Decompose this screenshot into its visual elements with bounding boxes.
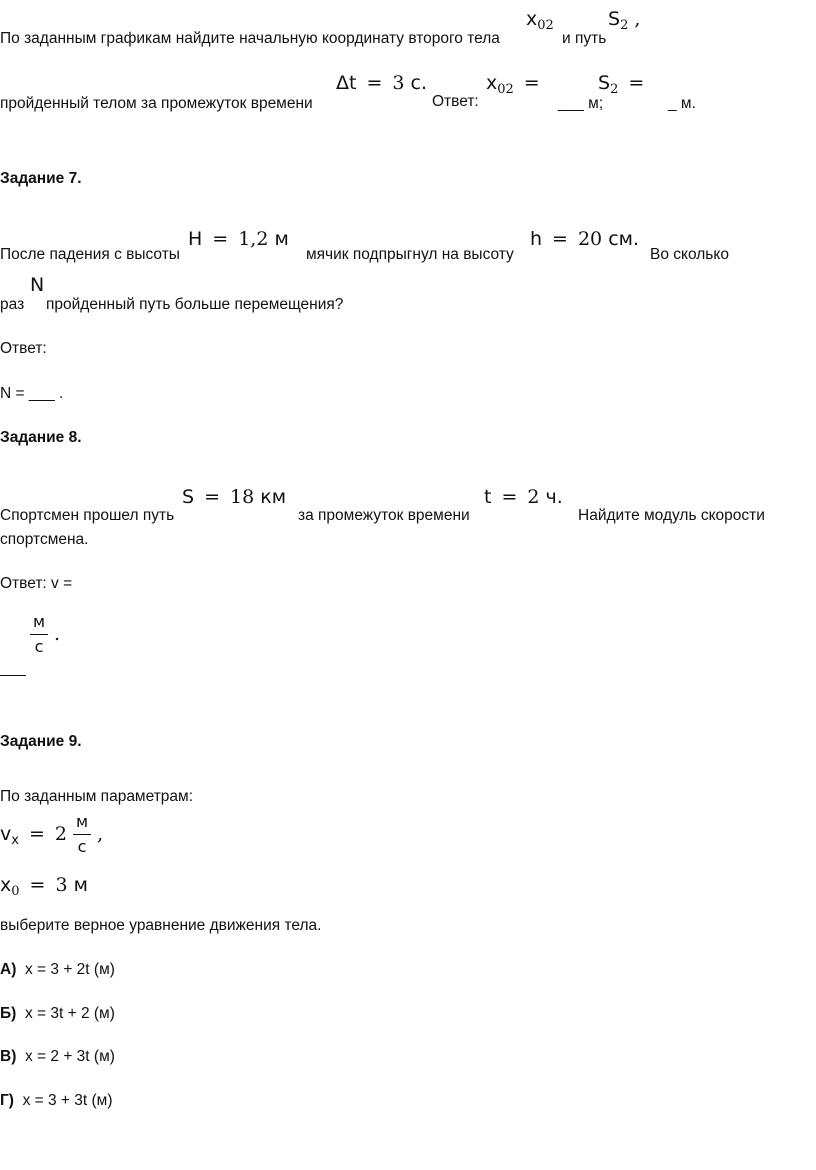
task8-text-1: Спортсмен прошел путь	[0, 507, 175, 524]
task8-text-4: спортсмена.	[0, 531, 89, 548]
task7-text-3: Во сколько	[650, 246, 729, 263]
formula-s2-eq: $S_2$ =	[598, 72, 645, 97]
option-letter: А)	[0, 961, 17, 978]
formula-x0: $x_0 = 3$ м	[0, 874, 88, 899]
formula-s2: $S_2$ ,	[608, 8, 641, 33]
formula-H: H = 1,2 м	[188, 228, 289, 250]
task9-intro: По заданным параметрам:	[0, 788, 194, 805]
intro-line-1: По заданным графикам найдите начальную координату второго тела	[0, 30, 500, 47]
formula-x02-eq: $x_{02}$ =	[486, 72, 540, 97]
task7-text-4: раз	[0, 296, 25, 313]
task8-text-3: Найдите модуль скорости	[578, 507, 765, 524]
task7-answer-label: Ответ:	[0, 340, 47, 357]
formula-h: h = 20 см.	[530, 228, 640, 250]
option-text: x = 3 + 3t (м)	[22, 1092, 113, 1109]
task7-text-5: пройденный путь больше перемещения?	[46, 296, 344, 313]
option-text: x = 3t + 2 (м)	[24, 1005, 115, 1022]
option-letter: Г)	[0, 1092, 14, 1109]
intro-blank-m: ___ м;	[558, 95, 604, 112]
formula-N: N	[30, 274, 45, 296]
option-a	[0, 961, 115, 979]
intro-and-path: и путь	[562, 30, 607, 47]
option-letter: Б)	[0, 1005, 17, 1022]
formula-unit-ms: $\frac{м}{с}$ .	[30, 612, 60, 657]
task7-text-1: После падения с высоты	[0, 246, 180, 263]
formula-t: t = 2 ч.	[484, 486, 563, 508]
formula-S: S = 18 км	[182, 486, 287, 508]
task9-title: Задание 9.	[0, 733, 82, 750]
task8-title: Задание 8.	[0, 429, 82, 446]
task8-answer-blank: ___	[0, 660, 26, 677]
option-b	[0, 1005, 115, 1023]
option-d	[0, 1092, 113, 1110]
task7-title: Задание 7.	[0, 170, 82, 187]
task7-answer: N = ___ .	[0, 385, 64, 402]
intro-line-2: пройденный телом за промежуток времени	[0, 95, 313, 112]
option-text: x = 2 + 3t (м)	[24, 1048, 115, 1065]
task8-answer-label: Ответ: v =	[0, 575, 73, 592]
task7-text-2: мячик подпрыгнул на высоту	[306, 246, 514, 263]
option-text: x = 3 + 2t (м)	[24, 961, 115, 978]
option-letter: В)	[0, 1048, 17, 1065]
option-c	[0, 1048, 115, 1066]
intro-answer-label: Ответ:	[432, 93, 479, 110]
task9-choose: выберите верное уравнение движения тела.	[0, 917, 322, 934]
formula-x02: $x_{02}$	[526, 8, 554, 33]
intro-blank-m2: _ м.	[668, 95, 696, 112]
task8-text-2: за промежуток времени	[298, 507, 470, 524]
formula-dt: Δt = 3 с.	[336, 72, 428, 94]
formula-vx: $v_x = 2$ $\frac{м}{с}$ ,	[0, 812, 104, 856]
